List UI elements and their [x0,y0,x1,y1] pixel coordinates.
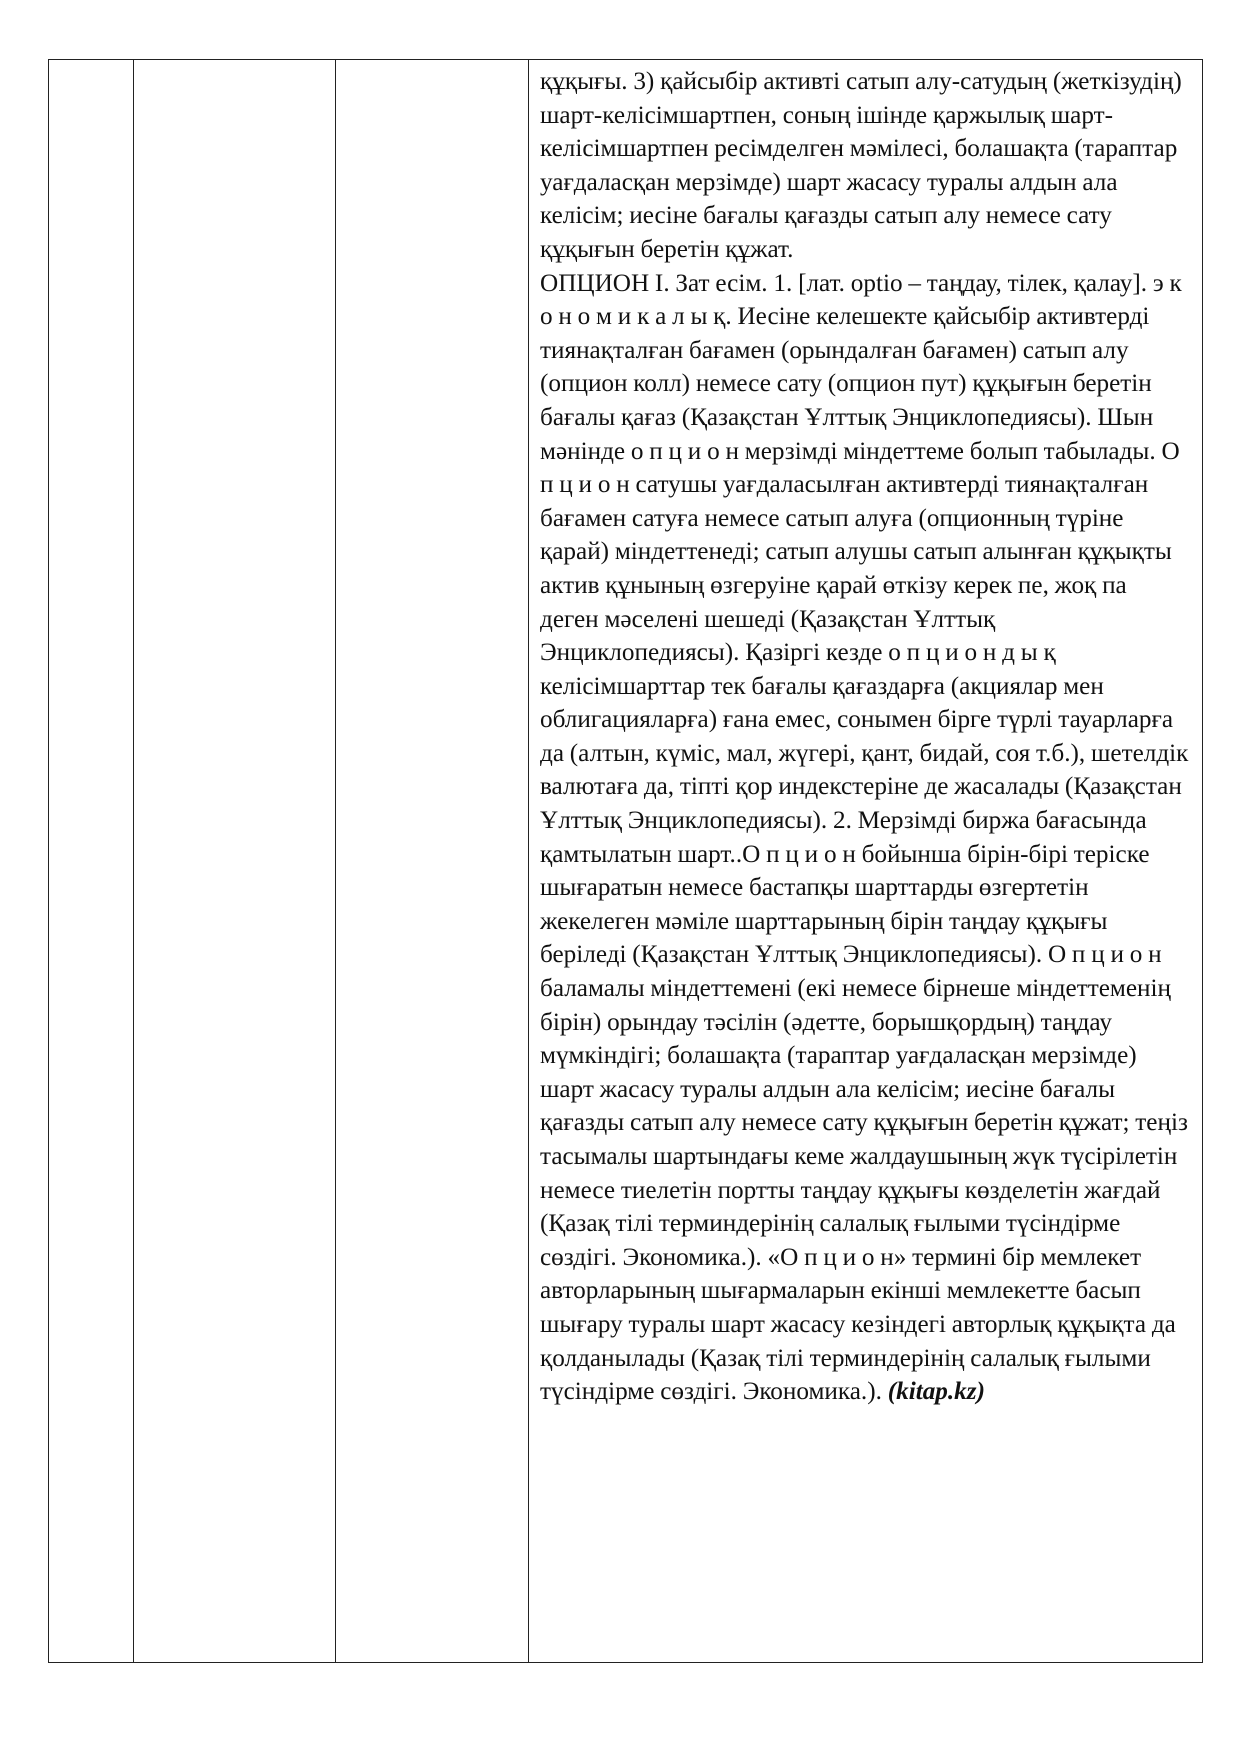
table-row [49,60,1203,1663]
document-table [48,59,1203,1663]
definition-paragraph-1: құқығы. 3) қайсыбір активті сатып алу-сатудың (жеткізудің) шарт-келісімшартпен, соның ішінде қаржылық шарт-келісімшартпен ресімделген мәмілесі, болашақта (тараптар уағдаласқан мерзімде) шарт жасасу туралы алдын ала келісім; иесіне бағалы қағазды сатып алу немесе сату құқығын беретін құжат. [540,68,1182,263]
table-cell-equivalent [336,60,529,1663]
source-citation: (kitap.kz) [887,1378,985,1406]
definition-text [529,60,1202,1409]
table-cell-term [134,60,336,1663]
table-cell-number [49,60,134,1663]
table-cell-definition [529,60,1203,1663]
definition-paragraph-2: ОПЦИОН I. Зат есім. 1. [лат. optio – таңдау, тілек, қалау]. э к о н о м и к а л ы қ. Иесіне келешекте қайсыбір активтерді тиянақталған бағамен (орындалған бағамен) сатып алу (опцион колл) немесе сату (опцион пут) құқығын беретін бағалы қағаз (Қазақстан Ұлттық Энциклопедиясы). Шын мәнінде о п ц и о н мерзімді міндеттеме болып табылады. О п ц и о н сатушы уағдаласылған активтерді тиянақталған бағамен сатуға немесе сатып алуға (опционның түріне қарай) міндеттенеді; сатып алушы сатып алынған құқықты актив құнының өзгеруіне қарай өткізу керек пе, жоқ па деген мәселені шешеді (Қазақстан Ұлттық Энциклопедиясы). Қазіргі кезде о п ц и о н д ы қ келісімшарттар тек бағалы қағаздарға (акциялар мен облигацияларға) ғана емес, сонымен бірге түрлі тауарларға да (алтын, күміс, мал, жүгері, қант, бидай, соя т.б.), шетелдік валютаға да, тіпті қор индекстеріне де жасалады (Қазақстан Ұлттық Энциклопедиясы). 2. Мерзімді биржа бағасында қамтылатын шарт..О п ц и о н бойынша бірін-бірі теріске шығаратын немесе бастапқы шарттарды өзгертетін жекелеген мәміле шарттарының бірін таңдау құқығы беріледі (Қазақстан Ұлттық Энциклопедиясы). О п ц и о н баламалы міндеттемені (екі немесе бірнеше міндеттеменің бірін) орындау тәсілін (әдетте, борышқордың) таңдау мүмкіндігі; болашақта (тараптар уағдаласқан мерзімде) шарт жасасу туралы алдын ала келісім; иесіне бағалы қағазды сатып алу немесе сату құқығын беретін құжат; теңіз тасымалы шартындағы кеме жалдаушының жүк түсірілетін немесе тиелетін портты таңдау құқығы көзделетін жағдай (Қазақ тілі терминдерінің салалық ғылыми түсіндірме сөздігі. Экономика.). «О п ц и о н» термині бір мемлекет авторларының шығармаларын екінші мемлекетте басып шығару туралы шарт жасасу кезіндегі авторлық құқықта да қолданылады (Қазақ тілі терминдерінің салалық ғылыми түсіндірме сөздігі. Экономика.). [540,269,1189,1406]
